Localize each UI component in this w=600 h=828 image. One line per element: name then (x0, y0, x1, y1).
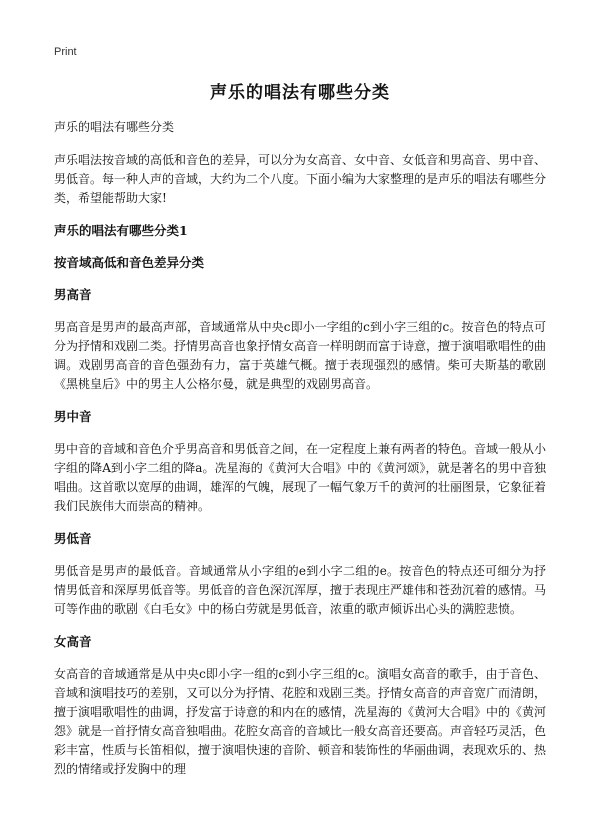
section-tenor (54, 286, 546, 394)
section-heading-main: 声乐的唱法有哪些分类1 (54, 223, 188, 238)
section-heading: 男高音 (54, 287, 92, 302)
section-soprano (54, 633, 546, 779)
section-heading-category: 按音域高低和音色差异分类 (54, 255, 205, 270)
section-heading: 男中音 (54, 409, 92, 424)
article-body (54, 118, 546, 793)
article-subtitle: 声乐的唱法有哪些分类 (54, 120, 175, 134)
section-bass (54, 530, 546, 619)
section-paragraph: 男中音的音域和音色介乎男高音和男低音之间，在一定程度上兼有两者的特色。音域一般从小字组的降A到小字二组的降a。冼星海的《黄河大合唱》中的《黄河颂》，就是著名的男中音独唱曲。这首歌以宽厚的曲调，雄浑的气魄，展现了一幅气象万千的黄河的壮丽图景，它象征着我们民族伟大而崇高的精神。 (54, 442, 547, 513)
page-title: 声乐的唱法有哪些分类 (210, 83, 390, 103)
section-paragraph: 女高音的音域通常是从中央c即小字一组的c到小字三组的c。演唱女高音的歌手，由于音色、音域和演唱技巧的差别，又可以分为抒情、花腔和戏剧三类。抒情女高音的声音宽广而清朗，擅于演唱歌唱性的曲调，抒发富于诗意的和内在的感情，冼星海的《黄河大合唱》中的《黄河怨》就是一首抒情女高音独唱曲。花腔女高音的音域比一般女高音还要高。声音轻巧灵活，色彩丰富，性质与长笛相似，擅于演唱快速的音阶、顿音和装饰性的华丽曲调，表现欢乐的、热烈的情绪或抒发胸中的理 (54, 667, 547, 776)
section-baritone (54, 408, 546, 516)
section-heading: 男低音 (54, 531, 92, 546)
section-paragraph: 男高音是男声的最高声部，音域通常从中央c即小一字组的c到小字三组的c。按音色的特点可分为抒情和戏剧二类。抒情男高音也象抒情女高音一样明朗而富于诗意，擅于演唱歌唱性的曲调。戏剧男高音的音色强劲有力，富于英雄气概。擅于表现强烈的感情。柴可夫斯基的歌剧《黑桃皇后》中的男主人公格尔曼，就是典型的戏剧男高音。 (54, 320, 547, 391)
section-heading: 女高音 (54, 634, 92, 649)
print-link[interactable]: Print (54, 46, 77, 58)
intro-paragraph: 声乐唱法按音域的高低和音色的差异，可以分为女高音、女中音、女低音和男高音、男中音、男低音。每一种人声的音域，大约为二个八度。下面小编为大家整理的是声乐的唱法有哪些分类，希望能帮助大家! (54, 153, 547, 205)
section-paragraph: 男低音是男声的最低音。音域通常从小字组的e到小字二组的e。按音色的特点还可细分为抒情男低音和深厚男低音等。男低音的音色深沉浑厚，擅于表现庄严雄伟和苍劲沉着的感情。马可等作曲的歌剧《白毛女》中的杨白劳就是男低音，浓重的歌声倾诉出心头的满腔悲愤。 (54, 564, 547, 616)
